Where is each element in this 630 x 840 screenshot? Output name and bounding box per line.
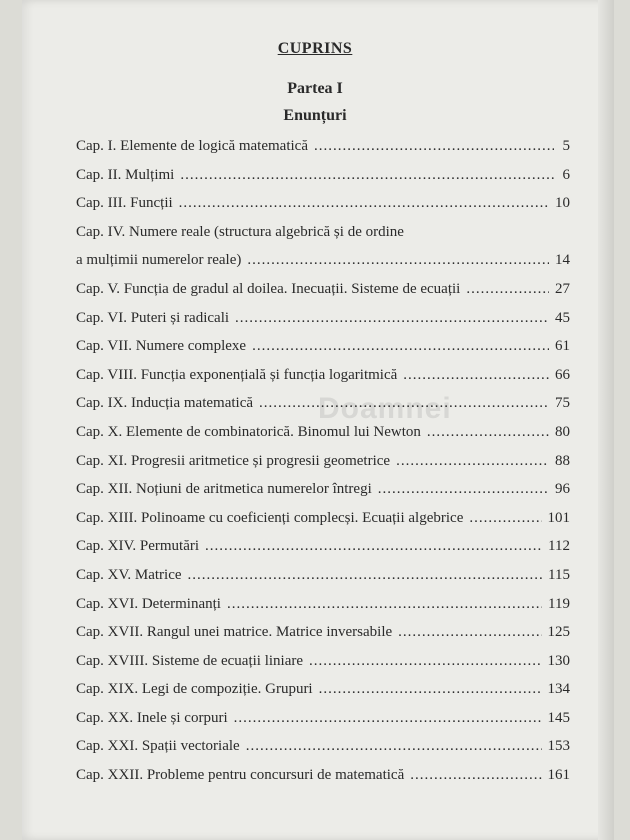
- toc-heading-text: CUPRINS: [277, 40, 353, 57]
- toc-entry-label: Cap. IV. Numere reale (structura algebrică și de ordine: [76, 223, 404, 240]
- toc-page-number: 66: [555, 366, 570, 383]
- toc-entry[interactable]: [76, 310, 570, 339]
- toc-entry-label: Cap. VI. Puteri și radicali: [76, 309, 230, 326]
- toc-entry[interactable]: [76, 453, 570, 482]
- toc-entry[interactable]: [76, 681, 570, 710]
- toc-entry-label: Cap. VIII. Funcția exponențială și funcția logaritmică: [76, 366, 398, 383]
- toc-entry-label: Cap. VII. Numere complexe: [76, 338, 247, 355]
- page-edge: [598, 0, 614, 840]
- toc-entry[interactable]: [76, 538, 570, 567]
- toc-entry[interactable]: [76, 653, 570, 682]
- dot-leader: [259, 395, 549, 412]
- toc-entry-label: Cap. IX. Inducția matematică: [76, 395, 254, 412]
- dot-leader: [403, 367, 549, 384]
- toc-page-number: 161: [547, 767, 570, 784]
- toc-entry-label: Cap. XV. Matrice: [76, 566, 182, 583]
- toc-entry[interactable]: [76, 252, 570, 281]
- toc-entry[interactable]: [76, 195, 570, 224]
- toc-entry[interactable]: [76, 738, 570, 767]
- toc-page-number: 153: [547, 738, 570, 755]
- toc-entry[interactable]: [76, 395, 570, 424]
- toc-entry[interactable]: [76, 710, 570, 739]
- toc-page-number: 125: [547, 624, 570, 641]
- toc-entry[interactable]: [76, 767, 570, 796]
- part-title: Partea I: [287, 80, 343, 97]
- toc-entry-label: Cap. XXII. Probleme pentru concursuri de matematică: [76, 767, 405, 784]
- section-title: Enunțuri: [283, 107, 347, 124]
- dot-leader: [396, 453, 549, 470]
- toc-page-number: 96: [555, 481, 570, 498]
- toc-entry[interactable]: [76, 281, 570, 310]
- dot-leader: [410, 767, 541, 784]
- toc-entry[interactable]: [76, 481, 570, 510]
- dot-leader: [319, 681, 542, 698]
- toc-entry[interactable]: [76, 367, 570, 396]
- toc-page-number: 75: [555, 395, 570, 412]
- dot-leader: [469, 510, 541, 527]
- toc-entry-label: Cap. XII. Noțiuni de aritmetica numerelor întregi: [76, 481, 372, 498]
- toc-page-number: 5: [562, 138, 570, 154]
- toc-page-number: 112: [548, 538, 570, 555]
- toc-entry-label: Cap. XVIII. Sisteme de ecuații liniare: [76, 652, 304, 669]
- toc-entry-label: Cap. XIV. Permutări: [76, 538, 200, 555]
- toc-entry-label: Cap. XI. Progresii aritmetice și progresii geometrice: [76, 452, 391, 469]
- toc-entry-label: Cap. XIX. Legi de compoziție. Grupuri: [76, 681, 313, 698]
- toc-page-number: 145: [547, 709, 570, 726]
- toc-page-number: 130: [547, 652, 570, 669]
- dot-leader: [234, 710, 542, 727]
- toc-page-number: 10: [555, 195, 570, 212]
- toc-page-number: 45: [555, 309, 570, 326]
- toc-heading: [0, 40, 630, 58]
- toc-entry[interactable]: [76, 338, 570, 367]
- toc-entry-label: Cap. I. Elemente de logică matematică: [76, 138, 308, 154]
- dot-leader: [466, 281, 549, 298]
- toc-entry-label: Cap. III. Funcții: [76, 195, 173, 212]
- toc-entry-label: a mulțimii numerelor reale): [76, 252, 242, 269]
- toc-entry-label: Cap. II. Mulțimi: [76, 166, 175, 183]
- toc-entry-label: Cap. XXI. Spații vectoriale: [76, 738, 240, 755]
- dot-leader: [180, 167, 554, 184]
- toc-page-number: 115: [548, 566, 570, 583]
- dot-leader: [247, 252, 549, 269]
- dot-leader: [427, 424, 549, 441]
- dot-leader: [398, 624, 541, 641]
- dot-leader: [179, 195, 549, 212]
- toc-entry-label: Cap. XVI. Determinanți: [76, 595, 221, 612]
- toc-entry[interactable]: [76, 510, 570, 539]
- dot-leader: [252, 338, 549, 355]
- toc-page-number: 61: [555, 338, 570, 355]
- toc-entry-label: Cap. XX. Inele și corpuri: [76, 709, 228, 726]
- toc-entry[interactable]: [76, 424, 570, 453]
- dot-leader: [314, 138, 554, 155]
- toc-entry-label: Cap. X. Elemente de combinatorică. Binomul lui Newton: [76, 423, 421, 440]
- toc-entry-label: Cap. XVII. Rangul unei matrice. Matrice inversabile: [76, 624, 393, 641]
- dot-leader: [378, 481, 549, 498]
- toc-entry-label: Cap. V. Funcția de gradul al doilea. Inecuații. Sisteme de ecuații: [76, 280, 461, 297]
- toc-page-number: 6: [562, 166, 570, 183]
- toc-page-number: 88: [555, 452, 570, 469]
- toc-page-number: 14: [555, 252, 570, 269]
- toc-entry[interactable]: [76, 567, 570, 596]
- toc-entry-label: Cap. XIII. Polinoame cu coeficienți complecși. Ecuații algebrice: [76, 509, 464, 526]
- dot-leader: [227, 596, 542, 613]
- toc-entry-line: [76, 224, 570, 253]
- dot-leader: [246, 738, 542, 755]
- watermark: Doamnei: [318, 392, 452, 425]
- dot-leader: [235, 310, 549, 327]
- toc-entry[interactable]: [76, 596, 570, 625]
- toc-entry[interactable]: [76, 167, 570, 196]
- toc-page-number: 80: [555, 423, 570, 440]
- dot-leader: [188, 567, 543, 584]
- dot-leader: [205, 538, 542, 555]
- toc-entry[interactable]: [76, 624, 570, 653]
- dot-leader: [309, 653, 541, 670]
- table-of-contents: [76, 138, 570, 796]
- toc-page-number: 119: [548, 595, 570, 612]
- toc-page-number: 134: [547, 681, 570, 698]
- toc-page-number: 101: [547, 509, 570, 526]
- toc-entry[interactable]: [76, 138, 570, 167]
- toc-page-number: 27: [555, 280, 570, 297]
